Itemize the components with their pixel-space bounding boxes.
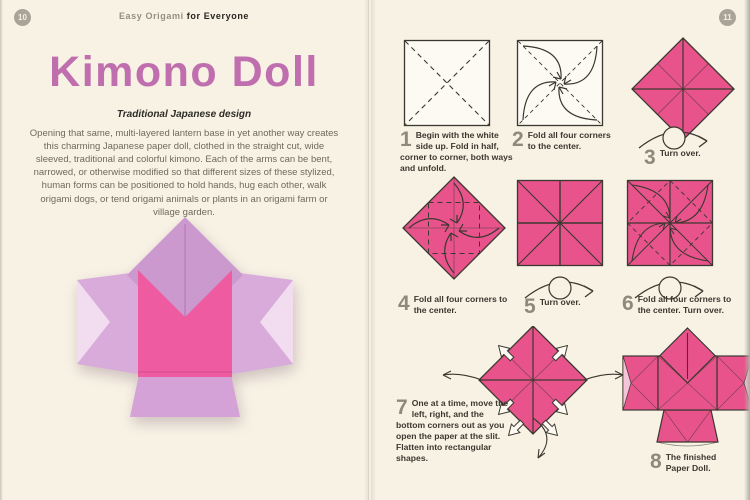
step-3-number: 3 (644, 146, 656, 169)
step-5-diagram (515, 178, 605, 268)
step-5-text: Turn over. (539, 297, 581, 307)
step-4-caption (398, 294, 516, 316)
page-title: Kimono Doll (49, 48, 319, 96)
right-page-number: 11 (719, 9, 736, 26)
step-5-number: 5 (524, 295, 536, 318)
step-2-number: 2 (512, 128, 524, 151)
step-8-text: The finished Paper Doll. (665, 452, 717, 473)
page-edge-left (0, 0, 3, 500)
step-4-text: Fold all four corners to the center. (413, 294, 508, 315)
step-6-diagram (625, 178, 715, 268)
step-4-diagram (398, 172, 510, 284)
step-2-caption (512, 130, 620, 152)
step-6-number: 6 (622, 292, 634, 315)
series-title-bold: for Everyone (186, 11, 250, 21)
left-page (0, 0, 368, 500)
step-5-caption (524, 297, 604, 316)
step-1-caption (400, 130, 514, 174)
step-3-caption (644, 148, 724, 167)
step-1-number: 1 (400, 128, 412, 151)
step-2-diagram (515, 38, 605, 128)
step-4-number: 4 (398, 292, 410, 315)
step-6-caption (622, 294, 744, 316)
step-7-number: 7 (396, 396, 408, 419)
page-gutter (364, 0, 376, 500)
series-title-light: Easy Origami (118, 11, 184, 21)
step-8-number: 8 (650, 450, 662, 473)
left-page-number: 10 (14, 9, 31, 26)
page-gutter-line (368, 0, 369, 500)
step-8-caption (650, 452, 740, 474)
step-2-text: Fold all four corners to the center. (527, 130, 611, 151)
step-7-text: One at a time, move the left, right, and the bottom corners out as you open the paper at the slit. Flatten into rectangular shapes. (396, 398, 509, 463)
kimono-doll-photo (60, 212, 310, 432)
right-page (372, 0, 750, 500)
page-edge-right (744, 0, 750, 500)
step-7-caption (396, 398, 514, 464)
step-6-text: Fold all four corners to the center. Turn over. (637, 294, 732, 315)
step-3-text: Turn over. (659, 148, 701, 158)
step-8-diagram (620, 324, 750, 449)
step-1-diagram (402, 38, 492, 128)
step-1-text: Begin with the white side up. Fold in half, corner to corner, both ways and unfold. (400, 130, 513, 173)
page-subtitle: Traditional Japanese design (116, 109, 252, 120)
description-paragraph: Opening that same, multi-layered lantern base in yet another way creates this charming Japanese paper doll, clothed in the straight cut, wide sleeved, traditional and colorful kimono. Each of the arms can be bent, narrowed, or otherwise modified so that different sizes of these stylized, human forms can be positioned to hold hands, hug each other, walk origami dogs, or tend origami animals or plants in an origami farm or village garden. (29, 128, 339, 218)
